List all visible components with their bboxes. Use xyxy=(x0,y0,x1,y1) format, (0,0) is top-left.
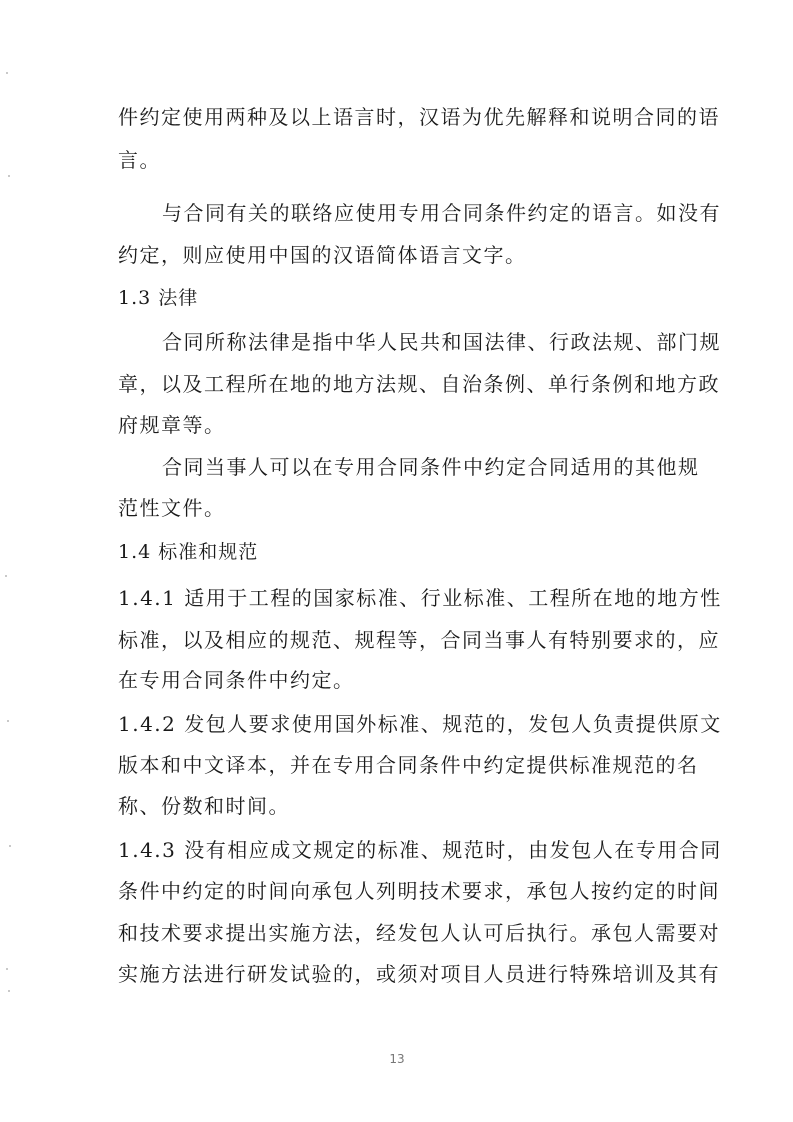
paragraph-line: 范性文件。 xyxy=(118,496,226,520)
paragraph-line: 标准，以及相应的规范、规程等，合同当事人有特别要求的，应 xyxy=(118,628,720,652)
clause-1-4-3-line: 1.4.3 没有相应成文规定的标准、规范时，由发包人在专用合同 xyxy=(118,838,722,862)
paragraph-line: 章，以及工程所在地的地方法规、自治条例、单行条例和地方政 xyxy=(118,372,720,396)
paragraph-line: 件约定使用两种及以上语言时，汉语为优先解释和说明合同的语 xyxy=(118,105,720,129)
scan-speck xyxy=(5,575,7,577)
scan-speck xyxy=(8,175,10,177)
scan-speck xyxy=(6,968,8,970)
paragraph-line: 合同所称法律是指中华人民共和国法律、行政法规、部门规 xyxy=(162,330,721,354)
scan-speck xyxy=(6,72,8,74)
clause-1-4-2-line: 1.4.2 发包人要求使用国外标准、规范的，发包人负责提供原文 xyxy=(118,712,722,736)
paragraph-line: 版本和中文译本，并在专用合同条件中约定提供标准规范的名 xyxy=(118,753,699,777)
scan-speck xyxy=(7,720,9,722)
page-number: 13 xyxy=(389,1052,405,1066)
scan-speck xyxy=(8,990,10,992)
section-heading-1-3: 1.3 法律 xyxy=(118,287,199,309)
clause-1-4-1-line: 1.4.1 适用于工程的国家标准、行业标准、工程所在地的地方性 xyxy=(118,586,722,610)
section-heading-1-4: 1.4 标准和规范 xyxy=(118,541,259,563)
paragraph-line: 在专用合同条件中约定。 xyxy=(118,668,355,692)
paragraph-line: 和技术要求提出实施方法，经发包人认可后执行。承包人需要对 xyxy=(118,921,720,945)
paragraph-line: 称、份数和时间。 xyxy=(118,794,290,818)
paragraph-line: 言。 xyxy=(118,148,161,172)
scan-speck xyxy=(9,845,11,847)
paragraph-line: 条件中约定的时间向承包人列明技术要求，承包人按约定的时间 xyxy=(118,879,720,903)
paragraph-line: 实施方法进行研发试验的，或须对项目人员进行特殊培训及其有 xyxy=(118,962,720,986)
paragraph-line: 与合同有关的联络应使用专用合同条件约定的语言。如没有 xyxy=(162,201,721,225)
paragraph-line: 府规章等。 xyxy=(118,413,226,437)
paragraph-line: 合同当事人可以在专用合同条件中约定合同适用的其他规 xyxy=(162,455,700,479)
paragraph-line: 约定，则应使用中国的汉语简体语言文字。 xyxy=(118,243,527,267)
